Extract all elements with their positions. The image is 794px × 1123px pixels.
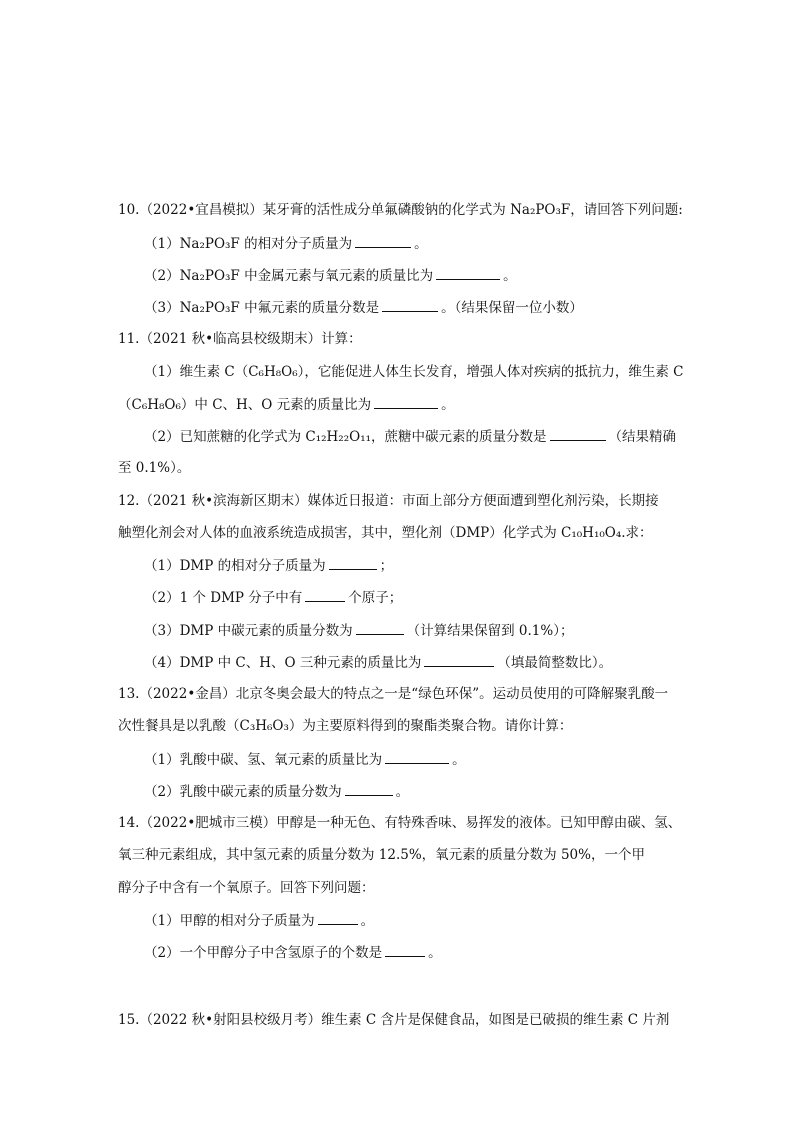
q10-part2-end: 。 — [503, 268, 517, 284]
q12-part4-end: （填最简整数比）。 — [497, 655, 613, 671]
q11-part1a: （1）维生素 C（C₆H₈O₆），它能促进人体生长发育，增强人体对疾病的抵抗力，维生素 C — [144, 364, 684, 380]
q13-part2 — [144, 781, 704, 802]
answer-blank[interactable] — [436, 265, 500, 280]
q12-part3-text: （3）DMP 中碳元素的质量分数为 — [144, 623, 353, 639]
q12-part3 — [144, 620, 704, 641]
q12-part1-text: （1）DMP 的相对分子质量为 — [144, 558, 326, 574]
answer-blank[interactable] — [385, 749, 449, 764]
q10-part1-text: （1）Na₂PO₃F 的相对分子质量为 — [144, 236, 353, 252]
q12-stem-line1: 12.（2021 秋•滨海新区期末）媒体近日报道：市面上部分方便面遭到塑化剂污染，长期接 — [118, 493, 659, 509]
q11-part2b: 至 0.1%）。 — [118, 460, 191, 476]
q12-part4 — [144, 652, 704, 673]
answer-blank[interactable] — [382, 297, 438, 312]
q11-part2a — [144, 426, 704, 447]
q11-part2a-text: （2）已知蔗糖的化学式为 C₁₂H₂₂O₁₁，蔗糖中碳元素的质量分数是 — [144, 429, 547, 445]
q11-part1b-end: 。 — [441, 397, 455, 413]
q10-part2 — [144, 265, 704, 286]
q12-stem-line2: 触塑化剂会对人体的血液系统造成损害，其中，塑化剂（DMP）化学式为 C₁₀H₁₀O₄.求： — [118, 525, 653, 541]
q10-part3-end: 。（结果保留一位小数） — [441, 300, 583, 316]
answer-blank[interactable] — [385, 942, 425, 957]
q11-stem: 11.（2021 秋•临高县校级期末）计算： — [118, 331, 362, 347]
q12-part1 — [144, 555, 704, 576]
answer-blank[interactable] — [329, 555, 377, 570]
q12-part4-text: （4）DMP 中 C、H、O 三种元素的质量比为 — [144, 655, 422, 671]
q13-part1-end: 。 — [452, 752, 466, 768]
q14-part1-text: （1）甲醇的相对分子质量为 — [144, 913, 315, 929]
q12-part1-end: ； — [379, 558, 394, 574]
q10-part1-end: 。 — [414, 236, 428, 252]
q11-part2a-end: （结果精确 — [608, 429, 677, 445]
q12-part2-end: 个原子； — [348, 590, 403, 606]
q14-stem-line1: 14.（2022•肥城市三模）甲醇是一种无色、有特殊香味、易挥发的液体。已知甲醇由碳、氢、 — [118, 815, 682, 831]
q14-part2 — [144, 942, 704, 963]
q10-part3-text: （3）Na₂PO₃F 中氟元素的质量分数是 — [144, 300, 380, 316]
q13-part1 — [144, 749, 704, 770]
q13-part2-text: （2）乳酸中碳元素的质量分数为 — [144, 784, 342, 800]
q14-part2-end: 。 — [428, 945, 442, 961]
q13-part1-text: （1）乳酸中碳、氢、氧元素的质量比为 — [144, 752, 383, 768]
q14-part1 — [144, 910, 704, 931]
answer-blank[interactable] — [374, 394, 438, 409]
q12-part2 — [144, 587, 704, 608]
q14-part1-end: 。 — [360, 913, 375, 929]
q12-part3-end: （计算结果保留到 0.1%）； — [406, 623, 574, 639]
answer-blank[interactable] — [305, 587, 345, 602]
q14-stem-line2: 氧三种元素组成，其中氢元素的质量分数为 12.5%，氧元素的质量分数为 50%，一个甲 — [118, 847, 645, 863]
q11-part1b — [118, 394, 678, 415]
q13-stem-line2: 次性餐具是以乳酸（C₃H₆O₃）为主要原料得到的聚酯类聚合物。请你计算： — [118, 718, 573, 734]
q10-part1 — [144, 233, 704, 254]
q12-part2-text: （2）1 个 DMP 分子中有 — [144, 590, 303, 606]
answer-blank[interactable] — [355, 233, 411, 248]
answer-blank[interactable] — [356, 620, 404, 635]
q10-part2-text: （2）Na₂PO₃F 中金属元素与氧元素的质量比为 — [144, 268, 434, 284]
answer-blank[interactable] — [318, 910, 358, 925]
q14-stem-line3: 醇分子中含有一个氧原子。回答下列问题： — [118, 880, 375, 896]
q14-part2-text: （2）一个甲醇分子中含氢原子的个数是 — [144, 945, 383, 961]
q15-stem-line1: 15.（2022 秋•射阳县校级月考）维生素 C 含片是保健食品，如图是已破损的维生素 C 片剂 — [118, 1012, 670, 1028]
answer-blank[interactable] — [424, 652, 494, 667]
answer-blank[interactable] — [345, 781, 393, 796]
q13-part2-end: 。 — [395, 784, 410, 800]
q10-stem: 10.（2022•宜昌模拟）某牙膏的活性成分单氟磷酸钠的化学式为 Na₂PO₃F，请回答下列问题: — [118, 202, 683, 218]
q10-part3 — [144, 297, 704, 318]
answer-blank[interactable] — [550, 426, 606, 441]
q11-part1b-text: （C₆H₈O₆）中 C、H、O 元素的质量比为 — [118, 397, 372, 413]
q13-stem-line1: 13.（2022•金昌）北京冬奥会最大的特点之一是“绿色环保”。运动员使用的可降解聚乳酸一 — [118, 686, 669, 702]
